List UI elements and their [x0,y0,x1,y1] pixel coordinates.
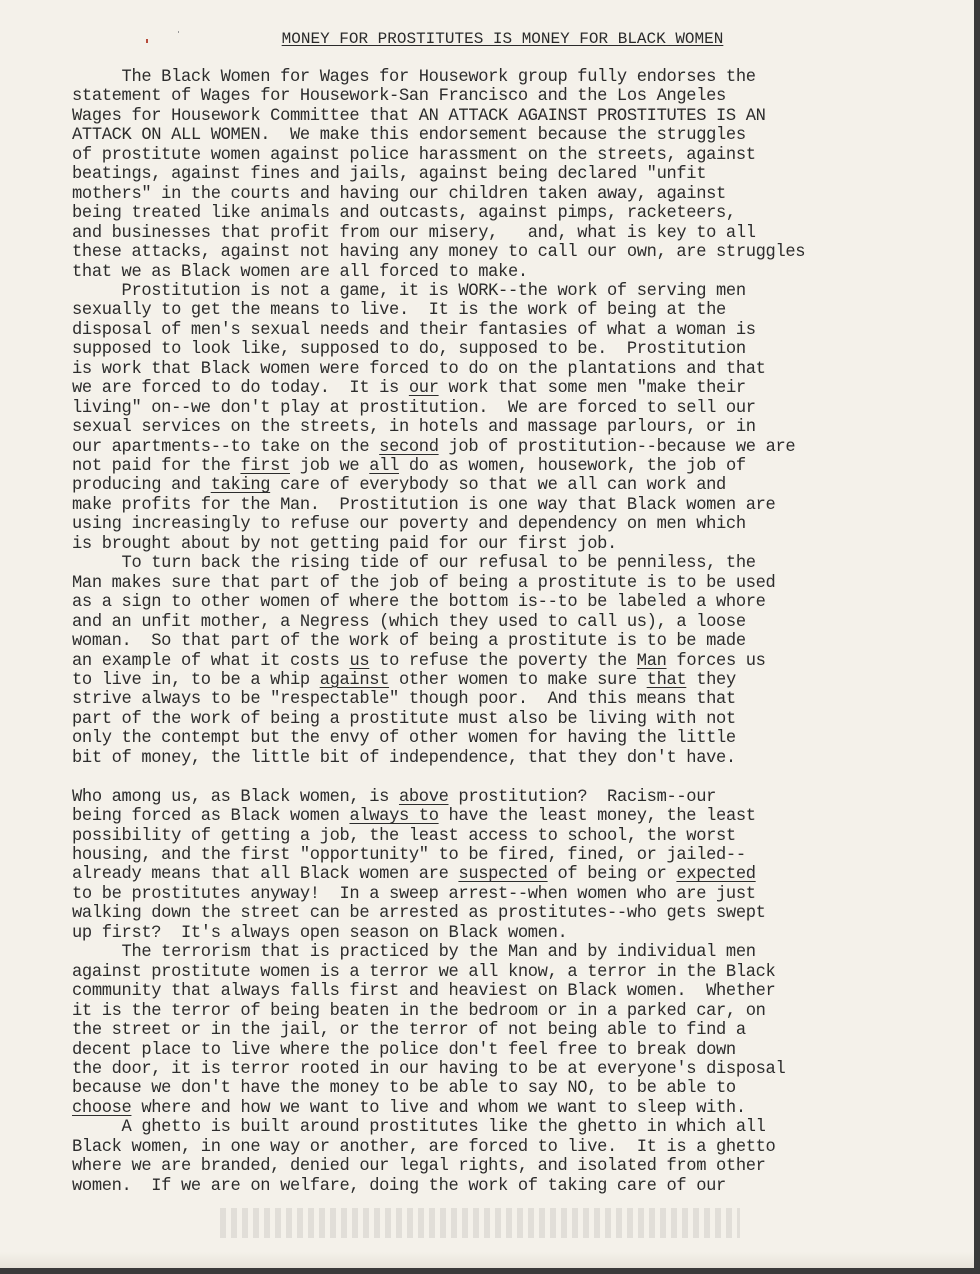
text-line: and businesses that profit from our misery, and, what is key to all [72,223,756,243]
text-line: disposal of men's sexual needs and their fantasies of what a woman is [72,320,756,340]
text-line: Black women, in one way or another, are forced to live. It is a ghetto [72,1137,776,1157]
text-line: using increasingly to refuse our poverty and dependency on men which [72,515,746,535]
text-line: Wages for Housework Committee that AN ATTACK AGAINST PROSTITUTES IS AN [72,106,766,126]
text-line: ATTACK ON ALL WOMEN. We make this endorsement because the struggles [72,126,746,146]
text-line: our apartments--to take on the second job of prostitution--because we are [72,437,796,457]
text-line: only the contempt but the envy of other women for having the little [72,729,736,749]
text-line: an example of what it costs us to refuse the poverty the Man forces us [72,651,766,671]
text-line: possibility of getting a job, the least access to school, the worst [72,826,736,846]
text-line: living" on--we don't play at prostitution. We are forced to sell our [72,398,756,418]
text-line: walking down the street can be arrested as prostitutes--who gets swept [72,904,766,924]
text-line: that we as Black women are all forced to make. [72,262,528,282]
text-line: where we are branded, denied our legal rights, and isolated from other [72,1157,766,1177]
text-line: beatings, against fines and jails, against being declared "unfit [72,165,707,185]
text-line: community that always falls first and heaviest on Black women. Whether [72,982,776,1002]
text-line: The terrorism that is practiced by the Man and by individual men [72,943,756,963]
text-line: A ghetto is built around prostitutes like the ghetto in which all [72,1118,766,1138]
text-line: sexual services on the streets, in hotels and massage parlours, or in [72,418,756,438]
text-line: part of the work of being a prostitute must also be living with not [72,709,736,729]
text-line: housing, and the first "opportunity" to be fired, fined, or jailed-- [72,846,746,865]
document-title: MONEY FOR PROSTITUTES IS MONEY FOR BLACK WOMEN [281,30,724,48]
text-line: Who among us, as Black women, is above prostitution? Racism--our [72,787,717,807]
text-line: producing and taking care of everybody so that we all can work and [72,476,726,496]
text-line: mothers" in the courts and having our children taken away, against [72,184,726,204]
text-line: supposed to look like, supposed to do, supposed to be. Prostitution [72,340,746,360]
text-line: against prostitute women is a terror we all know, a terror in the Black [72,962,776,982]
text-line: is work that Black women were forced to do on the plantations and that [72,359,766,379]
text-line: strive always to be "respectable" though poor. And this means that [72,690,736,710]
text-line: is brought about by not getting paid for our first job. [72,534,617,554]
text-line: these attacks, against not having any money to call our own, are struggles [72,243,806,263]
text-line: statement of Wages for Housework-San Francisco and the Los Angeles [72,87,726,107]
text-line: and an unfit mother, a Negress (which they used to call us), a loose [72,612,746,632]
text-line: the street or in the jail, or the terror of not being able to find a [72,1021,746,1041]
text-line: sexually to get the means to live. It is the work of being at the [72,301,726,321]
text-line: it is the terror of being beaten in the bedroom or in a parked car, on [72,1001,766,1021]
bleed-through-text [220,1208,740,1238]
text-line: To turn back the rising tide of our refusal to be penniless, the [72,554,756,574]
text-line: being forced as Black women always to have the least money, the least [72,807,756,827]
text-line: decent place to live where the police don't feel free to break down [72,1040,736,1060]
text-line: to live in, to be a whip against other women to make sure that they [72,670,736,690]
text-line: choose where and how we want to live and whom we want to sleep with. [72,1098,746,1118]
text-line: woman. So that part of the work of being a prostitute is to be made [72,632,746,652]
text-line: The Black Women for Wages for Housework group fully endorses the [72,68,756,87]
text-line: not paid for the first job we all do as women, housework, the job of [72,457,746,476]
scan-edge [0,1252,974,1268]
text-line: Prostitution is not a game, it is WORK--the work of serving men [72,281,746,301]
text-line: the door, it is terror rooted in our having to be at everyone's disposal [72,1059,786,1079]
text-line: because we don't have the money to be able to say NO, to be able to [72,1079,736,1099]
text-line: we are forced to do today. It is our work that some men "make their [72,379,746,399]
text-line: to be prostitutes anyway! In a sweep arrest--when women who are just [72,884,756,904]
text-line: make profits for the Man. Prostitution is one way that Black women are [72,495,776,515]
text-line: Man makes sure that part of the job of being a prostitute is to be used [72,573,776,593]
text-line: being treated like animals and outcasts, against pimps, racketeers, [72,204,736,224]
text-line: as a sign to other women of where the bottom is--to be labeled a whore [72,593,766,613]
text-line: already means that all Black women are suspected of being or expected [72,865,756,885]
text-line: of prostitute women against police harassment on the streets, against [72,145,756,165]
text-line: up first? It's always open season on Black women. [72,923,568,943]
text-line: bit of money, the little bit of independence, that they don't have. [72,748,736,768]
text-line: women. If we are on welfare, doing the work of taking care of our [72,1176,726,1196]
